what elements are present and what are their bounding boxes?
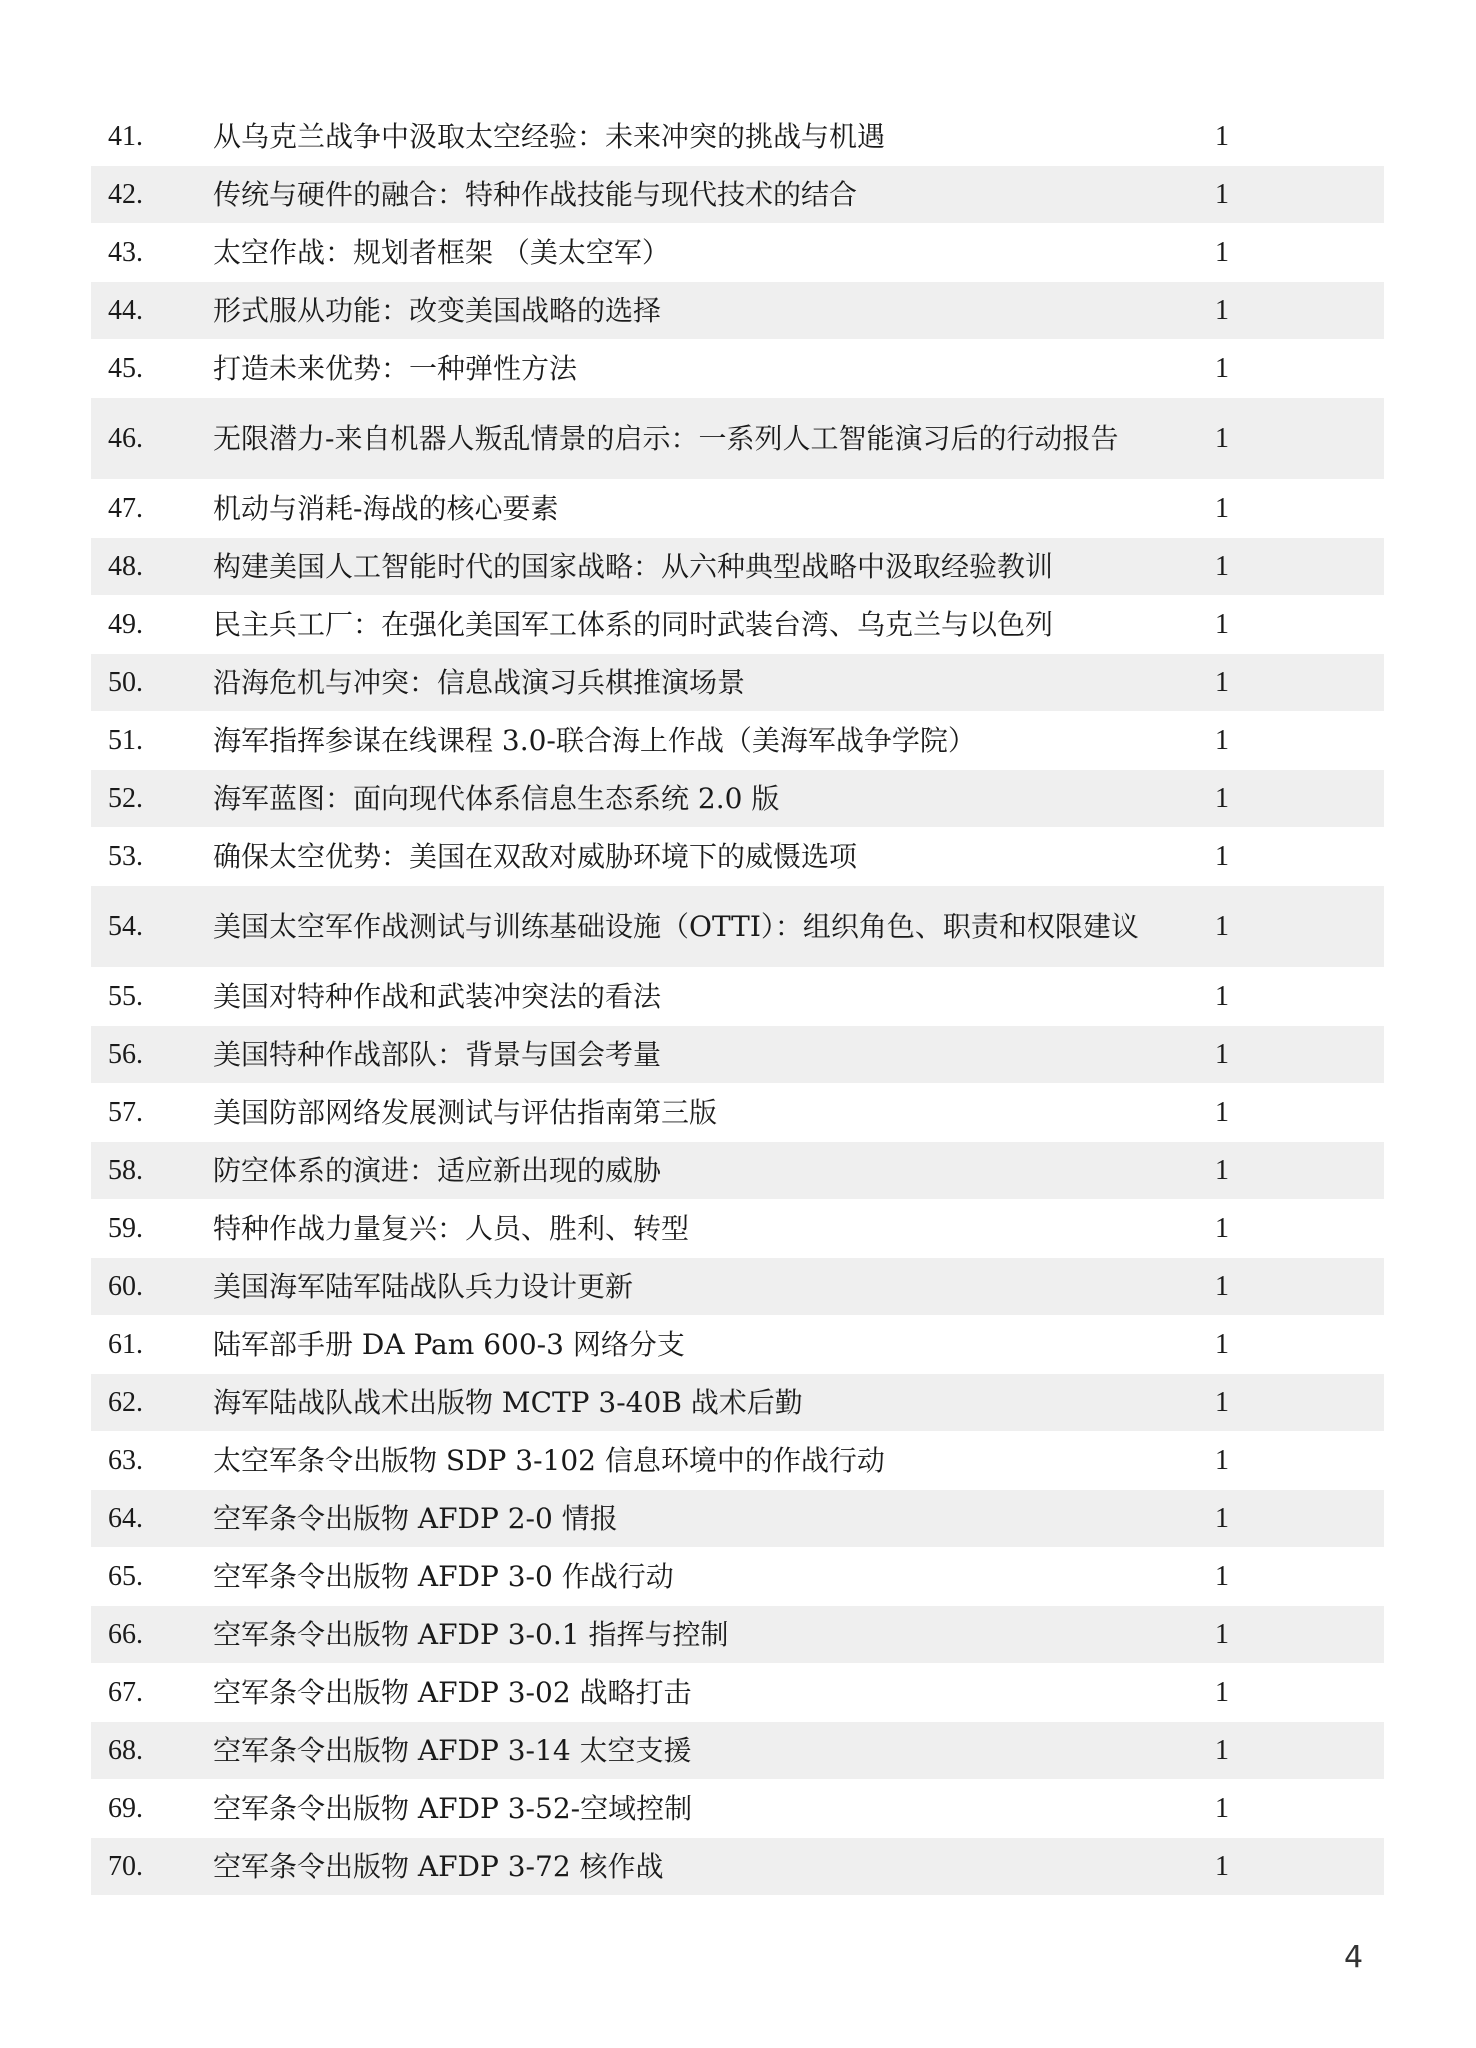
table-row	[91, 398, 1384, 480]
row-count: 1	[1215, 1096, 1229, 1128]
row-count: 1	[1215, 1850, 1229, 1882]
row-number: 62.	[108, 1386, 143, 1418]
table-row	[91, 282, 1384, 340]
row-number: 64.	[108, 1502, 143, 1534]
row-title: 打造未来优势：一种弹性方法	[213, 351, 578, 385]
row-count: 1	[1215, 724, 1229, 756]
row-title: 构建美国人工智能时代的国家战略：从六种典型战略中汲取经验教训	[213, 549, 1054, 583]
row-count: 1	[1215, 178, 1229, 210]
row-count: 1	[1215, 840, 1229, 872]
table-row	[91, 1374, 1384, 1432]
row-number: 54.	[108, 910, 143, 942]
table-row	[91, 224, 1384, 282]
row-number: 50.	[108, 666, 143, 698]
row-number: 68.	[108, 1734, 143, 1766]
row-title: 沿海危机与冲突：信息战演习兵棋推演场景	[213, 665, 746, 699]
row-number: 69.	[108, 1792, 143, 1824]
row-number: 43.	[108, 236, 143, 268]
row-title: 特种作战力量复兴：人员、胜利、转型	[213, 1211, 690, 1245]
row-title: 空军条令出版物 AFDP 3-52-空域控制	[213, 1791, 693, 1825]
row-count: 1	[1215, 352, 1229, 384]
table-row	[91, 480, 1384, 538]
table-row	[91, 1258, 1384, 1316]
row-title: 空军条令出版物 AFDP 3-72 核作战	[213, 1849, 664, 1883]
row-number: 53.	[108, 840, 143, 872]
row-number: 52.	[108, 782, 143, 814]
row-count: 1	[1215, 1270, 1229, 1302]
row-title: 无限潜力-来自机器人叛乱情景的启示：一系列人工智能演习后的行动报告	[213, 421, 1119, 455]
row-count: 1	[1215, 666, 1229, 698]
row-title: 从乌克兰战争中汲取太空经验：未来冲突的挑战与机遇	[213, 119, 886, 153]
row-number: 44.	[108, 294, 143, 326]
row-count: 1	[1215, 550, 1229, 582]
row-count: 1	[1215, 1734, 1229, 1766]
row-count: 1	[1215, 1328, 1229, 1360]
table-row	[91, 1142, 1384, 1200]
row-title: 形式服从功能：改变美国战略的选择	[213, 293, 662, 327]
table-row	[91, 1548, 1384, 1606]
row-count: 1	[1215, 1386, 1229, 1418]
row-title: 太空作战：规划者框架 （美太空军）	[213, 235, 670, 269]
table-row	[91, 968, 1384, 1026]
row-title: 空军条令出版物 AFDP 3-02 战略打击	[213, 1675, 692, 1709]
table-row	[91, 596, 1384, 654]
row-title: 陆军部手册 DA Pam 600-3 网络分支	[213, 1327, 685, 1361]
row-count: 1	[1215, 236, 1229, 268]
row-title: 空军条令出版物 AFDP 3-14 太空支援	[213, 1733, 692, 1767]
table-row	[91, 1606, 1384, 1664]
row-count: 1	[1215, 1502, 1229, 1534]
table-row	[91, 712, 1384, 770]
row-number: 45.	[108, 352, 143, 384]
table-row	[91, 340, 1384, 398]
row-number: 66.	[108, 1618, 143, 1650]
table-row	[91, 654, 1384, 712]
row-title: 机动与消耗-海战的核心要素	[213, 491, 559, 525]
row-count: 1	[1215, 1560, 1229, 1592]
row-title: 海军蓝图：面向现代体系信息生态系统 2.0 版	[213, 781, 780, 815]
table-row	[91, 1490, 1384, 1548]
table-row	[91, 1722, 1384, 1780]
row-title: 空军条令出版物 AFDP 3-0 作战行动	[213, 1559, 674, 1593]
row-count: 1	[1215, 980, 1229, 1012]
page-number: 4	[1344, 1940, 1364, 1975]
table-row	[91, 1084, 1384, 1142]
row-count: 1	[1215, 1212, 1229, 1244]
table-row	[91, 770, 1384, 828]
row-number: 48.	[108, 550, 143, 582]
row-title: 美国海军陆军陆战队兵力设计更新	[213, 1269, 634, 1303]
table-row	[91, 1026, 1384, 1084]
table-row	[91, 1780, 1384, 1838]
row-count: 1	[1215, 910, 1229, 942]
row-number: 41.	[108, 120, 143, 152]
row-number: 63.	[108, 1444, 143, 1476]
row-number: 70.	[108, 1850, 143, 1882]
row-count: 1	[1215, 1444, 1229, 1476]
table-row	[91, 828, 1384, 886]
table-row	[91, 108, 1384, 166]
row-count: 1	[1215, 782, 1229, 814]
row-number: 59.	[108, 1212, 143, 1244]
row-number: 61.	[108, 1328, 143, 1360]
table-row	[91, 1200, 1384, 1258]
row-count: 1	[1215, 1038, 1229, 1070]
row-count: 1	[1215, 1154, 1229, 1186]
row-number: 42.	[108, 178, 143, 210]
row-title: 空军条令出版物 AFDP 2-0 情报	[213, 1501, 618, 1535]
row-count: 1	[1215, 492, 1229, 524]
row-count: 1	[1215, 294, 1229, 326]
row-number: 47.	[108, 492, 143, 524]
row-title: 美国特种作战部队：背景与国会考量	[213, 1037, 662, 1071]
row-title: 海军指挥参谋在线课程 3.0-联合海上作战（美海军战争学院）	[213, 723, 976, 757]
row-title: 确保太空优势：美国在双敌对威胁环境下的威慑选项	[213, 839, 858, 873]
document-table	[91, 108, 1384, 1896]
row-title: 美国防部网络发展测试与评估指南第三版	[213, 1095, 718, 1129]
row-title: 防空体系的演进：适应新出现的威胁	[213, 1153, 662, 1187]
row-number: 65.	[108, 1560, 143, 1592]
row-number: 55.	[108, 980, 143, 1012]
row-count: 1	[1215, 608, 1229, 640]
table-row	[91, 1664, 1384, 1722]
table-row	[91, 1316, 1384, 1374]
row-number: 58.	[108, 1154, 143, 1186]
row-number: 60.	[108, 1270, 143, 1302]
table-row	[91, 1838, 1384, 1896]
row-title: 海军陆战队战术出版物 MCTP 3-40B 战术后勤	[213, 1385, 803, 1419]
row-title: 传统与硬件的融合：特种作战技能与现代技术的结合	[213, 177, 858, 211]
row-number: 51.	[108, 724, 143, 756]
row-count: 1	[1215, 422, 1229, 454]
row-count: 1	[1215, 1618, 1229, 1650]
row-title: 美国太空军作战测试与训练基础设施（OTTI）：组织角色、职责和权限建议	[213, 909, 1139, 943]
row-count: 1	[1215, 120, 1229, 152]
row-number: 46.	[108, 422, 143, 454]
row-count: 1	[1215, 1792, 1229, 1824]
row-number: 57.	[108, 1096, 143, 1128]
row-number: 49.	[108, 608, 143, 640]
row-title: 美国对特种作战和武装冲突法的看法	[213, 979, 662, 1013]
row-number: 56.	[108, 1038, 143, 1070]
table-row	[91, 886, 1384, 968]
table-row	[91, 166, 1384, 224]
row-count: 1	[1215, 1676, 1229, 1708]
row-title: 空军条令出版物 AFDP 3-0.1 指挥与控制	[213, 1617, 729, 1651]
row-title: 民主兵工厂：在强化美国军工体系的同时武装台湾、乌克兰与以色列	[213, 607, 1054, 641]
table-row	[91, 538, 1384, 596]
row-number: 67.	[108, 1676, 143, 1708]
row-title: 太空军条令出版物 SDP 3-102 信息环境中的作战行动	[213, 1443, 885, 1477]
table-row	[91, 1432, 1384, 1490]
